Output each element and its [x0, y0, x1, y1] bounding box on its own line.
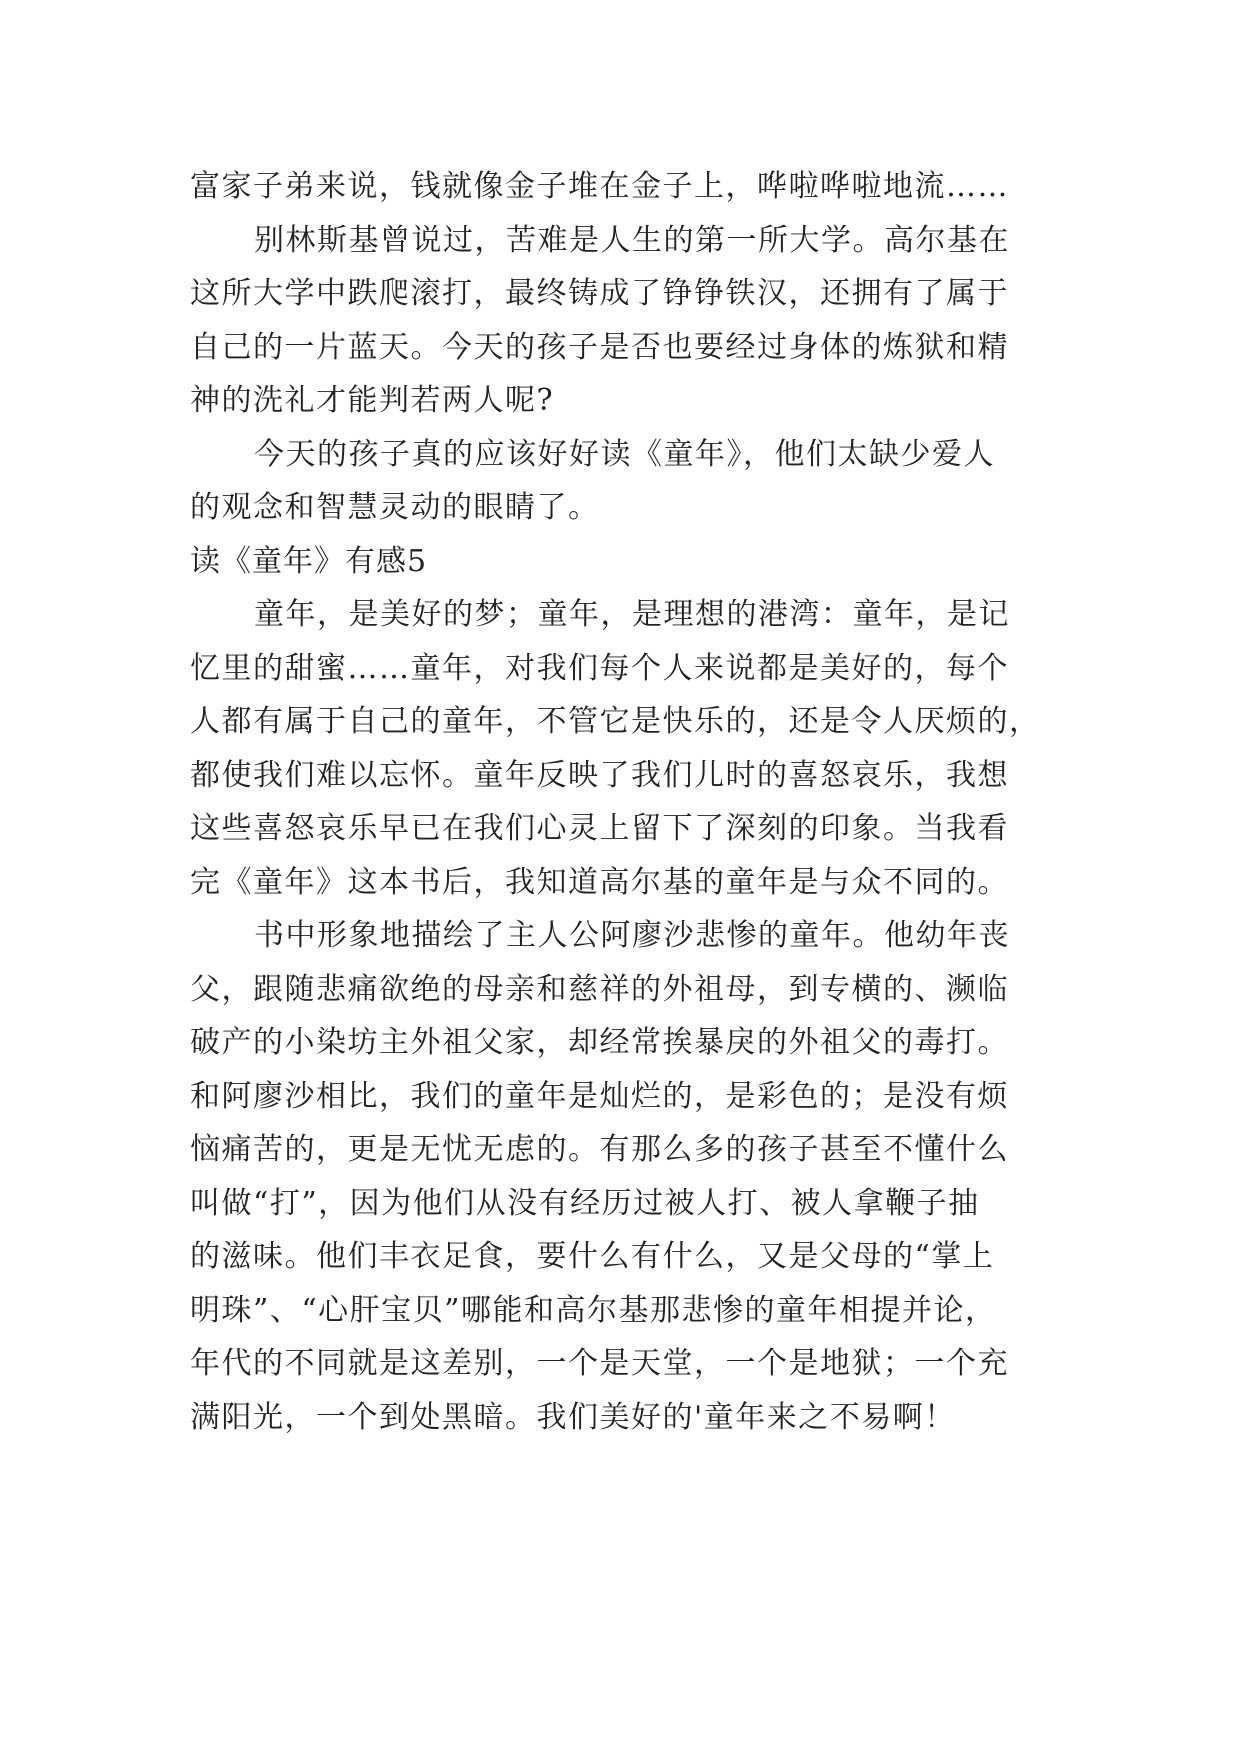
text-line: 别林斯基曾说过，苦难是人生的第一所大学。高尔基在 [254, 222, 1010, 258]
text-line: 人都有属于自己的童年，不管它是快乐的，还是令人厌烦的， [190, 704, 1041, 739]
text-line: 恼痛苦的，更是无忧无虑的。有那么多的孩子甚至不懂什么 [190, 1132, 1009, 1167]
text-line: 满阳光，一个到处黑暗。我们美好的'童年来之不易啊！ [190, 1399, 956, 1435]
text-line: 神的洗礼才能判若两人呢? [190, 383, 555, 418]
text-line: 破产的小染坊主外祖父家，却经常挨暴戾的外祖父的毒打。 [190, 1025, 1009, 1060]
text-line: 和阿廖沙相比，我们的童年是灿烂的，是彩色的；是没有烦 [190, 1078, 1009, 1114]
document-body [190, 160, 1070, 1444]
text-line: 忆里的甜蜜……童年，对我们每个人来说都是美好的，每个 [190, 650, 1009, 686]
text-line: 都使我们难以忘怀。童年反映了我们儿时的喜怒哀乐，我想 [190, 757, 1009, 793]
text-line: 的观念和智慧灵动的眼睛了。 [190, 490, 600, 525]
text-line: 今天的孩子真的应该好好读《童年》，他们太缺少爱人 [254, 436, 995, 472]
text-line: 富家子弟来说，钱就像金子堆在金子上，哗啦哗啦地流…… [190, 169, 1009, 204]
text-line: 明珠”、“心肝宝贝”哪能和高尔基那悲惨的童年相提并论， [190, 1292, 997, 1328]
text-line: 叫做“打”，因为他们从没有经历过被人打、被人拿鞭子抽 [190, 1185, 980, 1221]
text-line: 年代的不同就是这差别，一个是天堂，一个是地狱；一个充 [190, 1346, 1009, 1381]
text-line: 完《童年》这本书后，我知道高尔基的童年是与众不同的。 [190, 864, 1009, 900]
text-line: 父，跟随悲痛欲绝的母亲和慈祥的外祖母，到专横的、濒临 [190, 971, 1009, 1007]
section-heading: 读《童年》有感5 [190, 543, 428, 579]
text-line: 这些喜怒哀乐早已在我们心灵上留下了深刻的印象。当我看 [190, 811, 1009, 846]
text-line: 的滋味。他们丰衣足食，要什么有什么，又是父母的“掌上 [190, 1239, 995, 1274]
text-line: 这所大学中跌爬滚打，最终铸成了铮铮铁汉，还拥有了属于 [190, 276, 1009, 311]
text-line: 童年，是美好的梦；童年，是理想的港湾：童年，是记 [254, 597, 1010, 632]
text-line: 自己的一片蓝天。今天的孩子是否也要经过身体的炼狱和精 [190, 329, 1009, 365]
text-line: 书中形象地描绘了主人公阿廖沙悲惨的童年。他幼年丧 [254, 918, 1010, 953]
